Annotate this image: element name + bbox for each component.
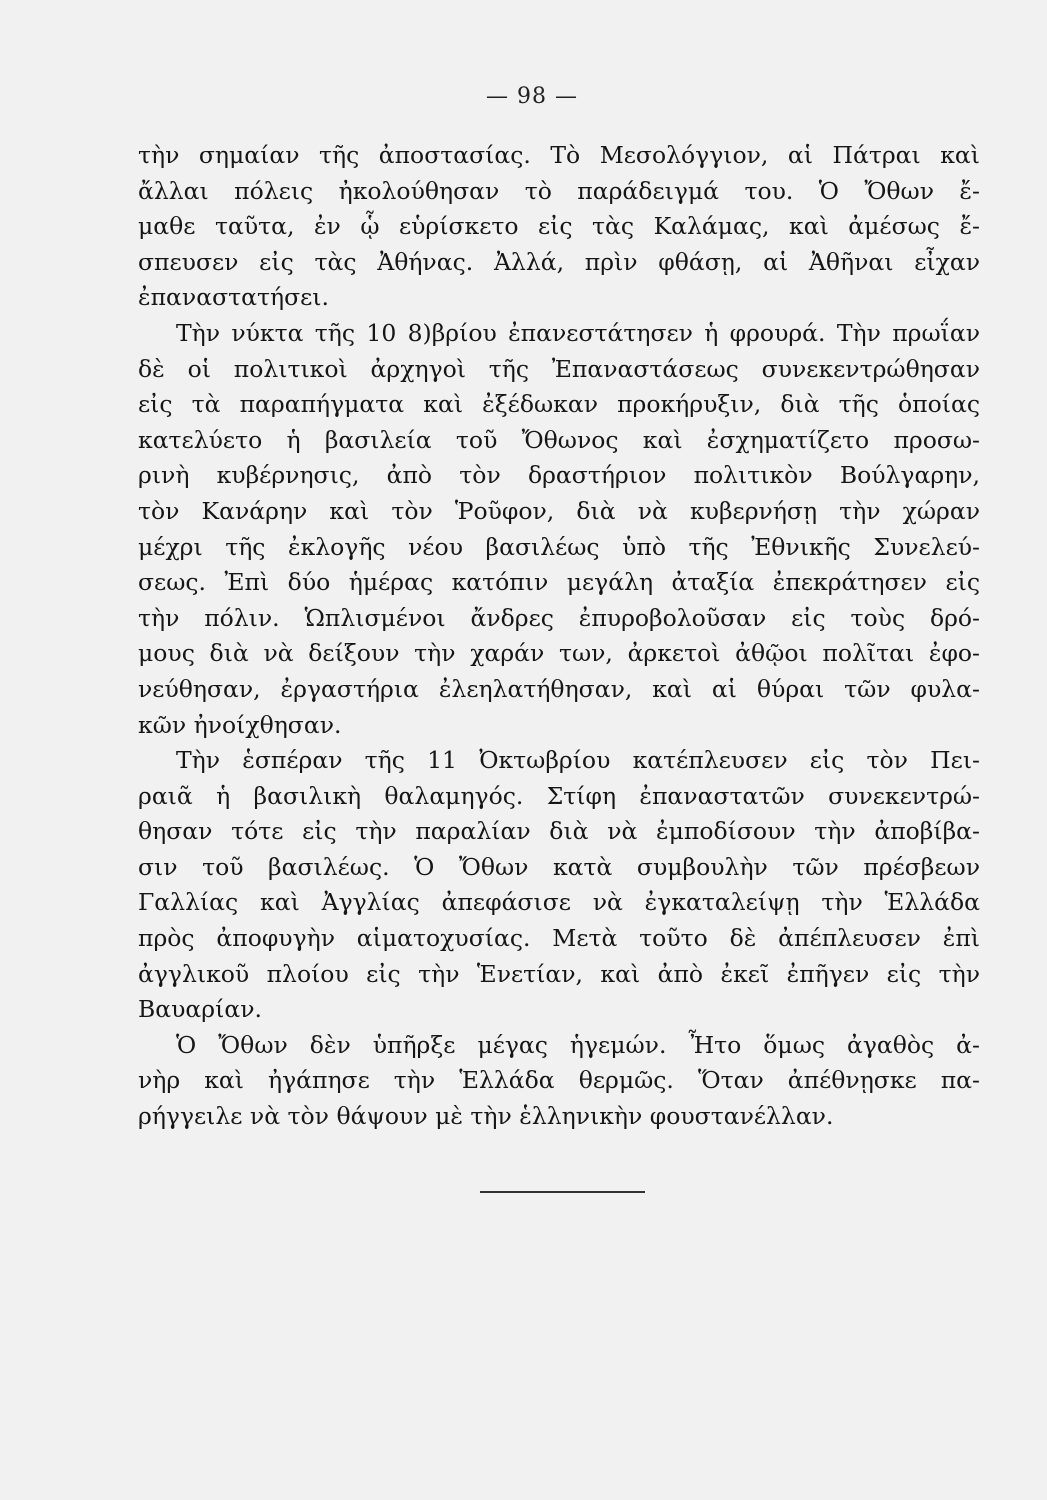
body-text xyxy=(138,138,980,1135)
paragraph xyxy=(138,743,980,1028)
text-line: ἀγγλικοῦ πλοίου εἰς τὴν Ἑνετίαν, καὶ ἀπὸ ἐκεῖ ἐπῆγεν εἰς τὴν xyxy=(138,959,980,988)
text-line: εἰς τὰ παραπήγματα καὶ ἐξέδωκαν προκήρυξιν, διὰ τῆς ὁποίας xyxy=(138,390,980,419)
text-line: ἐπαναστατήσει. xyxy=(138,283,329,312)
text-line: νὴρ καὶ ἠγάπησε τὴν Ἑλλάδα θερμῶς. Ὅταν ἀπέθνῃσκε πα- xyxy=(138,1066,980,1095)
text-line: θησαν τότε εἰς τὴν παραλίαν διὰ νὰ ἐμποδίσουν τὴν ἀποβίβα- xyxy=(138,817,980,846)
text-line: μέχρι τῆς ἐκλογῆς νέου βασιλέως ὑπὸ τῆς Ἐθνικῆς Συνελεύ- xyxy=(138,532,980,561)
text-line: Τὴν ἑσπέραν τῆς 11 Ὀκτωβρίου κατέπλευσεν εἰς τὸν Πει- xyxy=(176,746,980,775)
text-line: τὴν σημαίαν τῆς ἀποστασίας. Τὸ Μεσολόγγιον, αἱ Πάτραι καὶ xyxy=(138,141,980,169)
end-rule xyxy=(480,1191,645,1193)
text-line: Ὁ Ὄθων δὲν ὑπῆρξε μέγας ἡγεμών. Ἦτο ὅμως ἀγαθὸς ἀ- xyxy=(176,1030,980,1059)
paragraph xyxy=(138,1028,980,1135)
text-line: τὸν Κανάρην καὶ τὸν Ῥοῦφον, διὰ νὰ κυβερνήσῃ τὴν χώραν xyxy=(138,496,980,525)
text-line: Γαλλίας καὶ Ἀγγλίας ἀπεφάσισε νὰ ἐγκαταλείψῃ τὴν Ἑλλάδα xyxy=(138,888,980,917)
text-line: σεως. Ἐπὶ δύο ἡμέρας κατόπιν μεγάλη ἀταξία ἐπεκράτησεν εἰς xyxy=(138,568,980,597)
text-line: ρινὴ κυβέρνησις, ἀπὸ τὸν δραστήριον πολιτικὸν Βούλγαρην, xyxy=(138,461,980,490)
text-line: πρὸς ἀποφυγὴν αἱματοχυσίας. Μετὰ τοῦτο δὲ ἀπέπλευσεν ἐπὶ xyxy=(138,924,980,953)
text-line: τὴν πόλιν. Ὡπλισμένοι ἄνδρες ἐπυροβολοῦσαν εἰς τοὺς δρό- xyxy=(138,603,980,632)
text-line: Τὴν νύκτα τῆς 10 8)βρίου ἐπανεστάτησεν ἡ φρουρά. Τὴν πρωΐαν xyxy=(176,318,980,347)
text-line: ρήγγειλε νὰ τὸν θάψουν μὲ τὴν ἑλληνικὴν φουστανέλλαν. xyxy=(138,1102,834,1131)
text-line: κατελύετο ἡ βασιλεία τοῦ Ὄθωνος καὶ ἐσχηματίζετο προσω- xyxy=(138,425,980,454)
text-line: νεύθησαν, ἐργαστήρια ἐλεηλατήθησαν, καὶ αἱ θύραι τῶν φυλα- xyxy=(138,674,980,703)
text-line: ραιᾶ ἡ βασιλικὴ θαλαμηγός. Στίφη ἐπαναστατῶν συνεκεντρώ- xyxy=(138,781,980,810)
text-line: μαθε ταῦτα, ἐν ᾧ εὑρίσκετο εἰς τὰς Καλάμας, καὶ ἀμέσως ἔ- xyxy=(138,212,980,241)
paragraph xyxy=(138,138,980,316)
text-line: Βαυαρίαν. xyxy=(138,995,262,1024)
page-number: — 98 — xyxy=(486,84,578,109)
text-line: μους διὰ νὰ δείξουν τὴν χαράν των, ἀρκετοὶ ἀθῷοι πολῖται ἐφο- xyxy=(138,639,980,668)
text-line: σπευσεν εἰς τὰς Ἀθήνας. Ἀλλά, πρὶν φθάσῃ, αἱ Ἀθῆναι εἶχαν xyxy=(138,247,980,276)
text-line: ἄλλαι πόλεις ἠκολούθησαν τὸ παράδειγμά του. Ὁ Ὄθων ἔ- xyxy=(138,176,980,205)
text-line: κῶν ἠνοίχθησαν. xyxy=(138,710,342,739)
text-line: σιν τοῦ βασιλέως. Ὁ Ὄθων κατὰ συμβουλὴν τῶν πρέσβεων xyxy=(138,852,980,881)
text-line: δὲ οἱ πολιτικοὶ ἀρχηγοὶ τῆς Ἐπαναστάσεως συνεκεντρώθησαν xyxy=(138,354,980,383)
paragraph xyxy=(138,316,980,743)
